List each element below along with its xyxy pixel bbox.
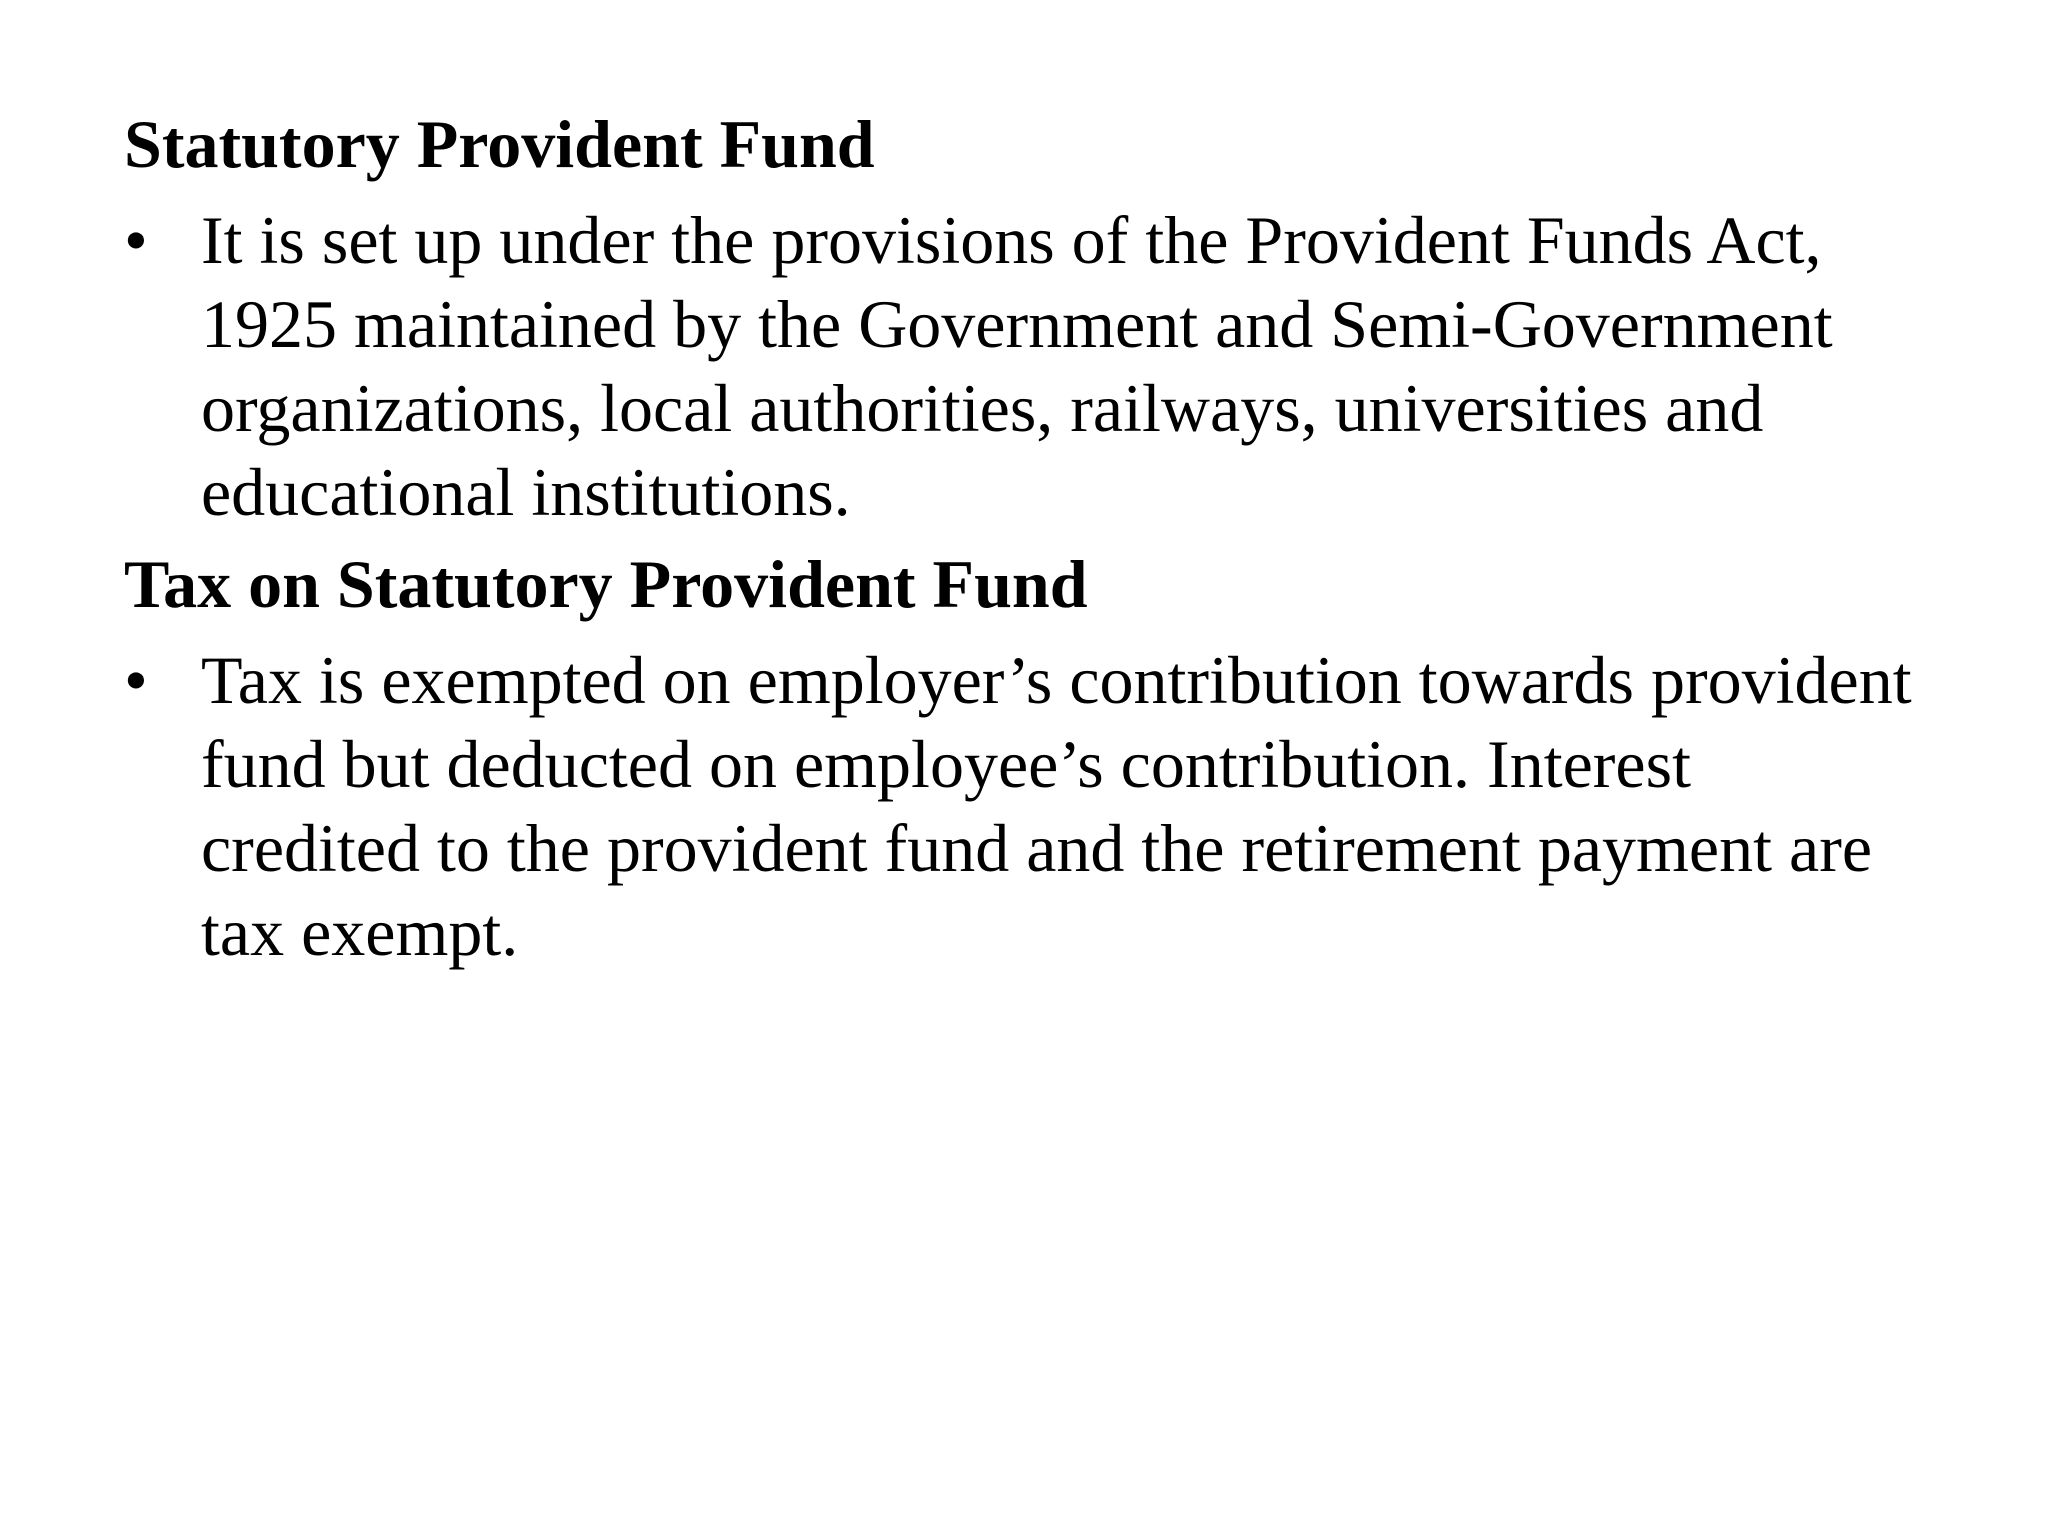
bullet-text bbox=[201, 638, 2001, 974]
text-line: educational institutions. bbox=[201, 454, 851, 530]
bullet-item bbox=[124, 198, 1944, 534]
bullet-item bbox=[124, 638, 1944, 974]
text-line: It is set up under the provisions of the Provident Funds Act, bbox=[201, 202, 1822, 278]
section-heading-statutory-provident-fund: Statutory Provident Fund bbox=[124, 106, 875, 182]
text-line: tax exempt. bbox=[201, 894, 519, 970]
slide-content bbox=[124, 104, 1944, 984]
bullet-text bbox=[201, 198, 2001, 534]
text-line: organizations, local authorities, railways, universities and bbox=[201, 370, 1764, 446]
text-line: Tax is exempted on employer’s contribution towards provident bbox=[201, 642, 1912, 718]
bullet-dot: • bbox=[124, 202, 148, 278]
text-line: credited to the provident fund and the retirement payment are bbox=[201, 810, 1873, 886]
section-heading-tax-on-statutory-provident-fund: Tax on Statutory Provident Fund bbox=[124, 546, 1088, 622]
text-line: 1925 maintained by the Government and Semi-Government bbox=[201, 286, 1833, 362]
bullet-dot: • bbox=[124, 642, 148, 718]
text-line: fund but deducted on employee’s contribution. Interest bbox=[201, 726, 1691, 802]
